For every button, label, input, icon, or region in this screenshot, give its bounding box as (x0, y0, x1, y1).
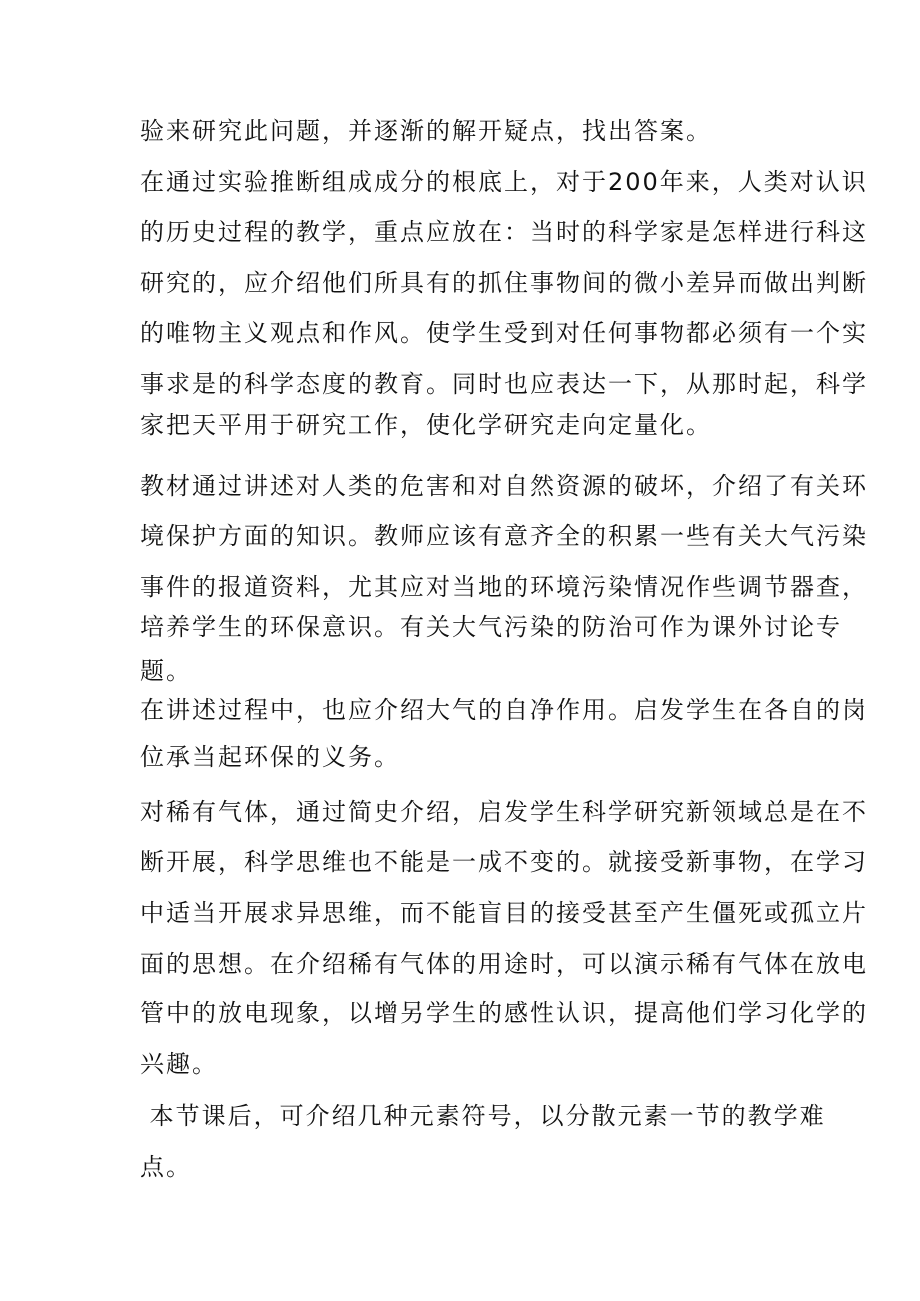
text-line: 点。 (140, 1153, 192, 1181)
text-line: 对稀有气体，通过简史介绍，启发学生科学研究新领域总是在不 (140, 798, 868, 826)
text-line: 培养学生的环保意识。有关大气污染的防治可作为课外讨论专 (140, 613, 842, 641)
text-line: 教材通过讲述对人类的危害和对自然资源的破坏，介绍了有关环 (140, 472, 868, 500)
text-line: 位承当起环保的义务。 (140, 743, 400, 771)
text-line: 事求是的科学态度的教育。同时也应表达一下，从那时起，科学 (140, 370, 868, 398)
text-line: 家把天平用于研究工作，使化学研究走向定量化。 (140, 411, 712, 439)
text-line: 断开展，科学思维也不能是一成不变的。就接受新事物，在学习 (140, 848, 868, 876)
text-line: 境保护方面的知识。教师应该有意齐全的积累一些有关大气污染 (140, 522, 868, 550)
text-line: 本节课后，可介绍几种元素符号，以分散元素一节的教学难 (140, 1102, 826, 1130)
text-line: 的唯物主义观点和作风。使学生受到对任何事物都必须有一个实 (140, 319, 868, 347)
text-line: 在讲述过程中，也应介绍大气的自净作用。启发学生在各自的岗 (140, 696, 868, 724)
text-line: 管中的放电现象，以增另学生的感性认识，提高他们学习化学的 (140, 999, 868, 1027)
text-line: 面的思想。在介绍稀有气体的用途时，可以演示稀有气体在放电 (140, 950, 868, 978)
text-line: 在通过实验推断组成成分的根底上，对于200年来，人类对认识 (140, 168, 868, 196)
text-line: 事件的报道资料，尤其应对当地的环境污染情况作些调节器查， (140, 573, 868, 601)
text-line: 的历史过程的教学，重点应放在：当时的科学家是怎样进行科这 (140, 218, 868, 246)
text-line: 研究的，应介绍他们所具有的抓住事物间的微小差异而做出判断 (140, 269, 868, 297)
text-line: 兴趣。 (140, 1050, 218, 1078)
text-line: 题。 (140, 657, 192, 685)
text-line: 验来研究此问题，并逐渐的解开疑点，找出答案。 (140, 117, 712, 145)
text-line: 中适当开展求异思维，而不能盲目的接受甚至产生僵死或孤立片 (140, 899, 868, 927)
